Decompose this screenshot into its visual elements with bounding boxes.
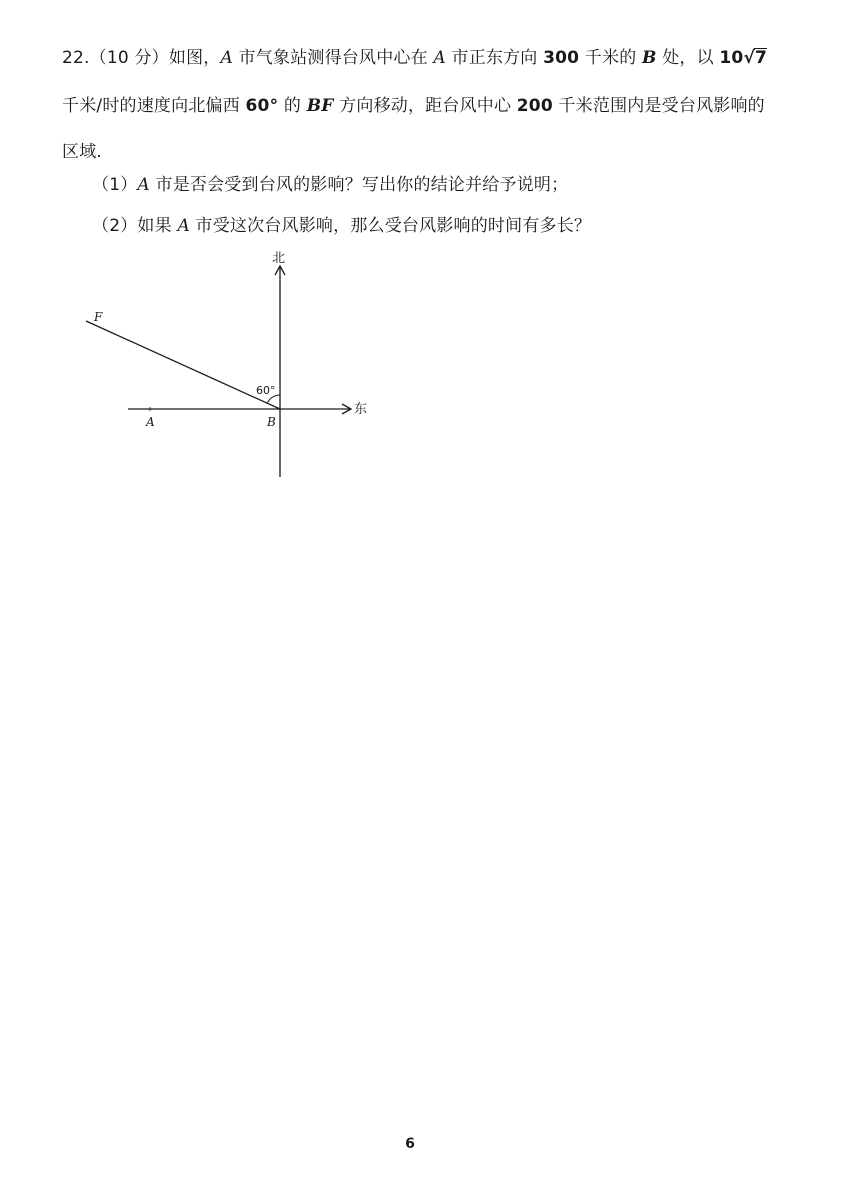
city-a-label: A xyxy=(177,216,190,236)
question-1 xyxy=(92,173,568,197)
problem-text: 千米的 xyxy=(579,48,643,68)
radius-value: 200 xyxy=(516,96,553,116)
problem-text: 如图， xyxy=(168,48,221,68)
ray-bf xyxy=(86,321,280,409)
problem-text: 千米范围内是受台风影响的 xyxy=(552,96,765,116)
question-2-text: 市受这次台风影响，那么受台风影响的时间有多长？ xyxy=(189,216,592,236)
direction-label: BF xyxy=(306,96,334,116)
question-1-label: （1） xyxy=(92,175,138,195)
problem-text: 市气象站测得台风中心在 xyxy=(232,48,434,68)
problem-number: 22. xyxy=(62,48,90,68)
question-1-text: 市是否会受到台风的影响？写出你的结论并给予说明； xyxy=(149,175,569,195)
problem-text: 市正东方向 xyxy=(445,48,544,68)
distance-value: 300 xyxy=(543,48,580,68)
problem-line-2 xyxy=(62,94,765,118)
point-a-label: A xyxy=(146,415,155,429)
east-label: 东 xyxy=(354,402,368,417)
point-b-label: B xyxy=(267,415,276,429)
problem-text: 处，以 xyxy=(656,48,720,68)
page-number: 6 xyxy=(405,1136,415,1152)
point-b-label: B xyxy=(642,48,657,68)
problem-line-1 xyxy=(62,46,767,70)
problem-text: 的 xyxy=(278,96,307,116)
speed-value: 10√7 xyxy=(719,48,768,68)
question-2-label: （2） xyxy=(92,216,138,236)
speed-radicand: 7 xyxy=(755,48,768,68)
city-a-label: A xyxy=(433,48,446,68)
question-2-text: 如果 xyxy=(137,216,178,236)
city-a-label: A xyxy=(137,175,150,195)
city-a-label: A xyxy=(220,48,233,68)
question-2 xyxy=(92,214,591,238)
angle-value: 60° xyxy=(245,96,279,116)
problem-score: （10 分） xyxy=(89,48,169,68)
diagram-svg xyxy=(80,245,380,485)
point-a-dot xyxy=(148,407,151,410)
point-f-label: F xyxy=(94,310,103,324)
speed-coefficient: 10 xyxy=(719,48,744,68)
north-label: 北 xyxy=(272,251,286,266)
problem-text: 方向移动，距台风中心 xyxy=(333,96,517,116)
angle-label: 60° xyxy=(256,384,276,397)
problem-line-3: 区域. xyxy=(62,142,103,162)
problem-text: 千米/时的速度向北偏西 xyxy=(62,96,246,116)
direction-diagram xyxy=(80,245,380,485)
